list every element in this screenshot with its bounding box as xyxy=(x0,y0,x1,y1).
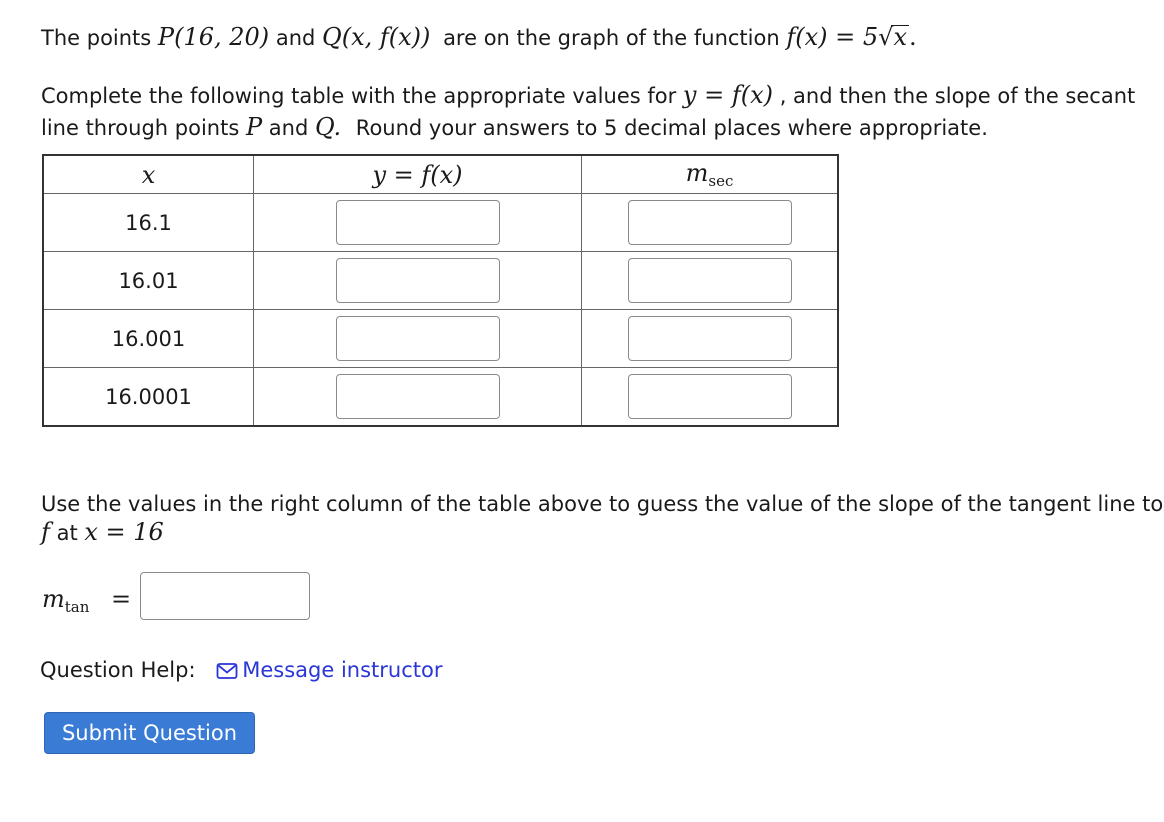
x-equals-16: x = 16 xyxy=(84,518,164,546)
y-input[interactable] xyxy=(336,316,500,361)
table-row xyxy=(43,194,838,252)
mtan-label: $m_{tan}$ = xyxy=(42,585,132,616)
intro-and: and xyxy=(275,26,316,50)
f-symbol: f xyxy=(41,518,50,546)
y-equals-fx: y = f(x) xyxy=(682,81,773,109)
table-row xyxy=(43,252,838,310)
x-value: 16.0001 xyxy=(43,368,254,427)
point-q-ref: Q. xyxy=(315,113,342,141)
point-p: P(16, 20) xyxy=(157,23,270,51)
instructions-line-1 xyxy=(41,80,1135,111)
msec-input[interactable] xyxy=(628,200,792,245)
question-help-label: Question Help: xyxy=(40,658,196,682)
guess-at: at xyxy=(56,521,78,545)
message-instructor-link[interactable]: Message instructor xyxy=(242,658,443,682)
y-input[interactable] xyxy=(336,374,500,419)
table-row xyxy=(43,368,838,427)
point-p-ref: P xyxy=(245,113,263,141)
m-cell xyxy=(582,194,839,252)
y-cell xyxy=(254,194,582,252)
instructions-text-b: , and then the slope of the secant xyxy=(779,84,1136,108)
y-input[interactable] xyxy=(336,258,500,303)
guess-line-1: Use the values in the right column of the table above to guess the value of the slope of the tangent line to xyxy=(41,492,1164,516)
m-cell xyxy=(582,310,839,368)
y-cell xyxy=(254,310,582,368)
x-value: 16.01 xyxy=(43,252,254,310)
x-value: 16.001 xyxy=(43,310,254,368)
instructions-text-d: Round your answers to 5 decimal places where appropriate. xyxy=(355,116,988,140)
table-header-row xyxy=(43,155,838,194)
guess-line-2 xyxy=(41,517,164,548)
mtan-input[interactable] xyxy=(140,572,310,620)
secant-table xyxy=(42,154,839,427)
instructions-and: and xyxy=(268,116,309,140)
m-cell xyxy=(582,252,839,310)
intro-text-1: The points xyxy=(41,26,152,50)
y-input[interactable] xyxy=(336,200,500,245)
header-msec: $m_{sec}$ xyxy=(582,155,839,194)
submit-question-button[interactable]: Submit Question xyxy=(44,712,255,754)
question-help xyxy=(40,655,443,688)
intro-line xyxy=(41,22,917,53)
point-q: Q(x, f(x)) xyxy=(322,23,431,51)
x-value: 16.1 xyxy=(43,194,254,252)
intro-text-2: are on the graph of the function xyxy=(443,26,780,50)
instructions-text-a: Complete the following table with the appropriate values for xyxy=(41,84,677,108)
header-y: y = f(x) xyxy=(254,155,582,194)
header-x: x xyxy=(43,155,254,194)
msec-input[interactable] xyxy=(628,374,792,419)
y-cell xyxy=(254,368,582,427)
instructions-text-c: line through points xyxy=(41,116,240,140)
function-definition: f(x) = 5√x. xyxy=(786,23,917,51)
y-cell xyxy=(254,252,582,310)
msec-input[interactable] xyxy=(628,258,792,303)
table-row xyxy=(43,310,838,368)
msec-input[interactable] xyxy=(628,316,792,361)
mail-icon[interactable] xyxy=(216,658,238,688)
instructions-line-2 xyxy=(41,112,988,143)
m-cell xyxy=(582,368,839,427)
